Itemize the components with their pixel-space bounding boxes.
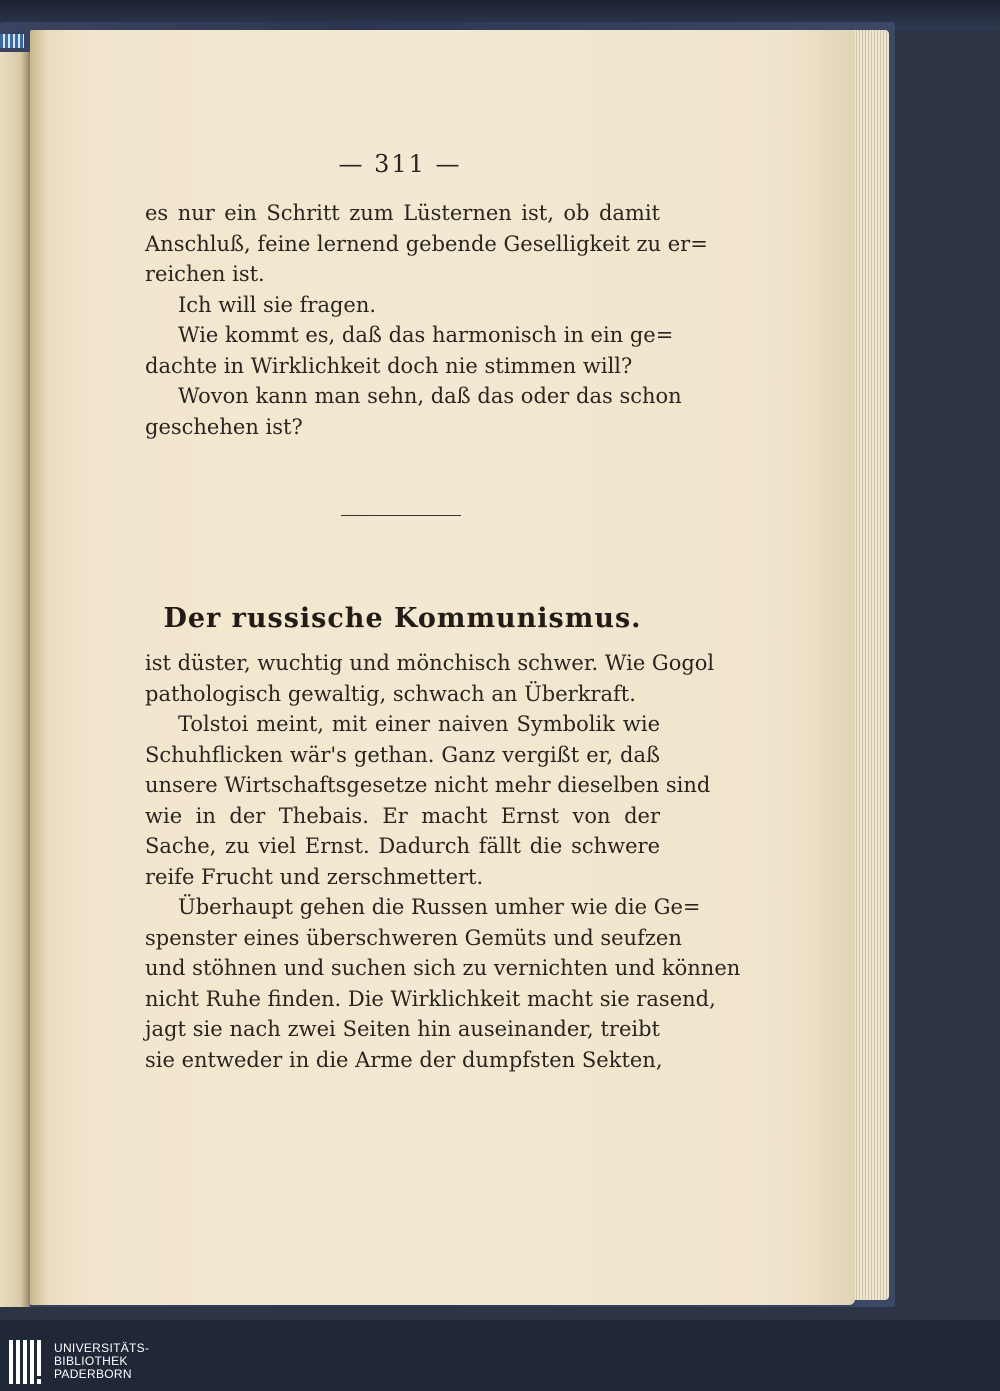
text-line: Tolstoi meint, mit einer naiven Symbolik wie: [178, 712, 660, 736]
text-line: pathologisch gewaltig, schwach an Überkraft.: [145, 681, 636, 706]
footer-bar: [0, 1320, 1000, 1391]
section-divider: [341, 515, 461, 516]
text-line: Wie kommt es, daß das harmonisch in ein ge=: [178, 323, 674, 347]
logo-line: BIBLIOTHEK: [54, 1354, 128, 1368]
bookmark-ribbon: [0, 34, 24, 48]
text-line: Sache, zu viel Ernst. Dadurch fällt die schwere: [145, 834, 660, 858]
page-number: — 311 —: [338, 150, 462, 178]
text-line: Überhaupt gehen die Russen umher wie die Ge=: [178, 895, 701, 919]
text-line: ist düster, wuchtig und mönchisch schwer. Wie Gogol: [145, 651, 715, 675]
logo-line: UNIVERSITÄTS-: [54, 1341, 150, 1355]
library-logo-icon: [8, 1340, 44, 1384]
lower-paragraphs: [145, 648, 741, 1075]
text-line: es nur ein Schritt zum Lüsternen ist, ob damit: [145, 201, 660, 225]
text-line: und stöhnen und suchen sich zu vernichten und können: [145, 956, 741, 980]
section-heading: Der russische Kommunismus.: [163, 603, 642, 634]
logo-line: PADERBORN: [54, 1367, 132, 1381]
text-line: wie in der Thebais. Er macht Ernst von der: [145, 803, 660, 828]
text-line: Ich will sie fragen.: [178, 292, 377, 317]
left-page-edge: [0, 52, 30, 1307]
text-line: Schuhflicken wär's gethan. Ganz vergißt er, daß: [145, 742, 660, 767]
library-logo-text: [54, 1342, 149, 1381]
text-line: unsere Wirtschaftsgesetze nicht mehr dieselben sind: [145, 773, 711, 797]
text-line: reife Frucht und zerschmettert.: [145, 864, 484, 889]
text-line: Wovon kann man sehn, daß das oder das schon: [178, 384, 682, 408]
text-line: spenster eines überschweren Gemüts und seufzen: [145, 925, 682, 950]
upper-paragraphs: [145, 198, 708, 442]
text-line: reichen ist.: [145, 262, 265, 286]
text-line: Anschluß, feine lernend gebende Geselligkeit zu er=: [145, 231, 708, 256]
text-line: dachte in Wirklichkeit doch nie stimmen will?: [145, 353, 633, 378]
text-line: sie entweder in die Arme der dumpfsten Sekten,: [145, 1047, 663, 1072]
text-line: jagt sie nach zwei Seiten hin auseinander, treibt: [145, 1017, 660, 1041]
text-line: geschehen ist?: [145, 414, 303, 439]
text-line: nicht Ruhe finden. Die Wirklichkeit macht sie rasend,: [145, 986, 716, 1011]
